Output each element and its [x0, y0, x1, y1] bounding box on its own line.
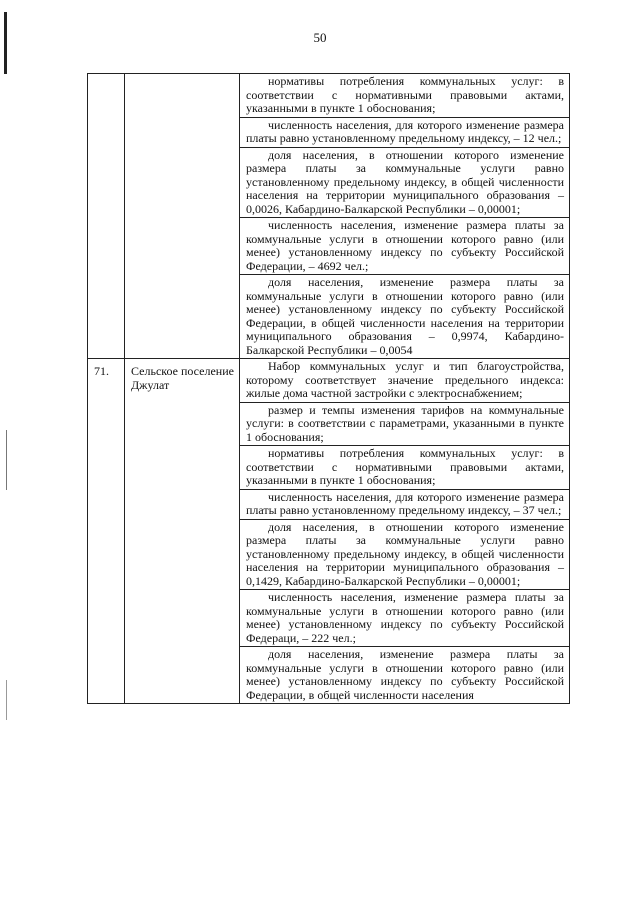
paragraph-text: численность населения, для которого изменение размера платы равно установленному предельному индексу, – 12 чел.; [246, 117, 564, 145]
margin-mark-middle [6, 430, 7, 490]
row-number: 71. [88, 359, 125, 704]
settlements-table [87, 73, 570, 704]
indicator-paragraph [240, 446, 569, 490]
paragraph-text: нормативы потребления коммунальных услуг: в соответствии с нормативными правовыми актами, указанными в пункте 1 обоснования; [246, 446, 564, 487]
settlement-name: Сельское поселение Джулат [125, 359, 240, 704]
margin-mark-top [4, 12, 7, 74]
paragraph-text: нормативы потребления коммунальных услуг: в соответствии с нормативными правовыми актами, указанными в пункте 1 обоснования; [246, 74, 564, 115]
indicator-paragraph [240, 490, 569, 520]
paragraph-text: численность населения, изменение размера платы за коммунальные услуги в отношении которого равно (или менее) установленному индексу по субъекту Российской Федерации, – 4692 чел.; [246, 218, 564, 273]
indicator-paragraph [240, 647, 569, 703]
table-row [88, 74, 570, 359]
paragraph-text: доля населения, в отношении которого изменение размера платы за коммунальные услуги равно установленному предельному индексу, в общей численности населения на территории муниципального образования – 0,1429, Кабардино-Балкарской Республики – 0,00001; [246, 519, 564, 588]
indicators-cell [240, 74, 570, 359]
indicators-cell [240, 359, 570, 704]
paragraph-text: размер и темпы изменения тарифов на коммунальные услуги: в соответствии с параметрами, указанными в пункте 1 обоснования; [246, 402, 564, 444]
indicator-paragraph [240, 118, 569, 148]
paragraph-text: доля населения, изменение размера платы за коммунальные услуги в отношении которого равно (или менее) установленному индексу по субъекту Российской Федерации, в общей численности населения на территории муниципального образования – 0,9974, Кабардино-Балкарской Республики – 0,0054 [246, 275, 564, 357]
paragraph-text: численность населения, изменение размера платы за коммунальные услуги в отношении которого равно (или менее) установленному индексу по субъекту Российской Федераци, – 222 чел.; [246, 590, 564, 645]
margin-mark-lower [6, 680, 7, 720]
indicator-paragraph [240, 148, 569, 219]
indicator-paragraph [240, 590, 569, 647]
indicator-paragraph [240, 275, 569, 358]
page-number: 50 [313, 30, 327, 45]
indicator-paragraph [240, 403, 569, 447]
indicator-paragraph [240, 218, 569, 275]
row-number [88, 74, 125, 359]
settlement-name [125, 74, 240, 359]
paragraph-text: Набор коммунальных услуг и тип благоустройства, которому соответствует значение предельного индекса: жилые дома частной застройки с электроснабжением; [246, 359, 564, 400]
paragraph-text: доля населения, в отношении которого изменение размера платы за коммунальные услуги равно установленному предельному индексу, в общей численности населения на территории муниципального образования – 0,0026, Кабардино-Балкарской Республики – 0,00001; [246, 147, 564, 216]
table-row [88, 359, 570, 704]
paragraph-text: доля населения, изменение размера платы за коммунальные услуги в отношении которого равно (или менее) установленному индексу по субъекту Российской Федерации, в общей численности населения [246, 647, 564, 702]
indicator-paragraph [240, 74, 569, 118]
indicator-paragraph [240, 520, 569, 591]
paragraph-text: численность населения, для которого изменение размера платы равно установленному предельному индексу, – 37 чел.; [246, 489, 564, 517]
indicator-paragraph [240, 359, 569, 403]
